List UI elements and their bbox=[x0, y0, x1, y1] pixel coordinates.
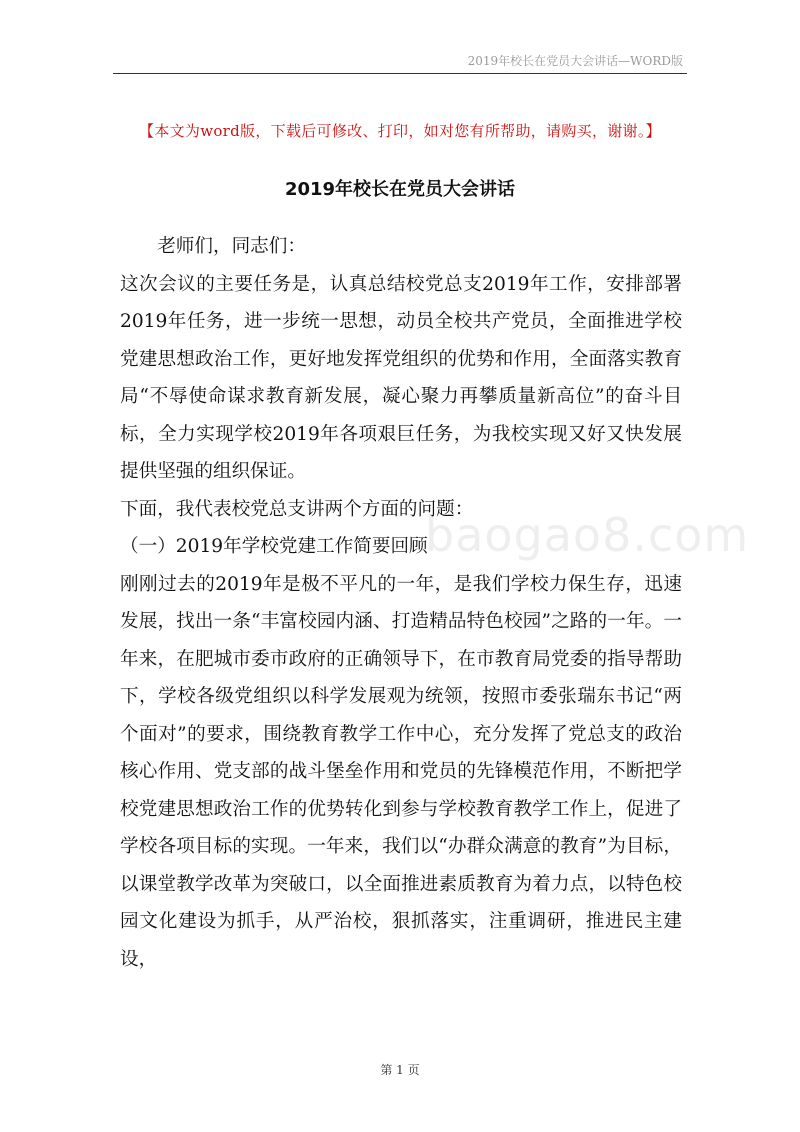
salutation: 老师们，同志们： bbox=[157, 236, 306, 257]
paragraph-intro: 这次会议的主要任务是，认真总结校党总支2019年工作，安排部署2019年任务，进一步统一思想，动员全校共产党员，全面推进学校党建思想政治工作，更好地发挥党组织的优势和作用，全面落实教育局“不辱使命谋求教育新发展，凝心聚力再攀质量新高位”的奋斗目标，全力实现学校2019年各项艰巨任务，为我校实现又好又快发展提供坚强的组织保证。 bbox=[120, 273, 682, 482]
running-header: 2019年校长在党员大会讲话—WORD版 bbox=[467, 54, 683, 68]
page-number: 第 1 页 bbox=[380, 1063, 420, 1077]
document-title: 2019年校长在党员大会讲话 bbox=[284, 179, 516, 200]
paragraph-review: 刚刚过去的2019年是极不平凡的一年，是我们学校力保生存，迅速发展，找出一条“丰富校园内涵、打造精品特色校园”之路的一年。一年来，在肥城市委市政府的正确领导下，在市教育局党委的指导帮助下，学校各级党组织以科学发展观为统领，按照市委张瑞东书记“两个面对”的要求，围绕教育教学工作中心，充分发挥了党总支的政治核心作用、党支部的战斗堡垒作用和党员的先锋模范作用，不断把学校党建思想政治工作的优势转化到参与学校教育教学工作上，促进了学校各项目标的实现。一年来，我们以“办群众满意的教育”为目标，以课堂教学改革为突破口，以全面推进素质教育为着力点，以特色校园文化建设为抓手，从严治校，狠抓落实，注重调研，推进民主建设， bbox=[120, 573, 682, 970]
paragraph-outline: 下面，我代表校党总支讲两个方面的问题： bbox=[120, 498, 474, 520]
document-body bbox=[120, 228, 682, 978]
header-divider bbox=[113, 73, 687, 74]
section-heading: （一）2019年学校党建工作简要回顾 bbox=[120, 536, 428, 557]
purchase-notice: 【本文为word版，下载后可修改、打印，如对您有所帮助，请购买，谢谢。】 bbox=[139, 122, 661, 140]
site-watermark: baogao8.com bbox=[425, 508, 750, 562]
